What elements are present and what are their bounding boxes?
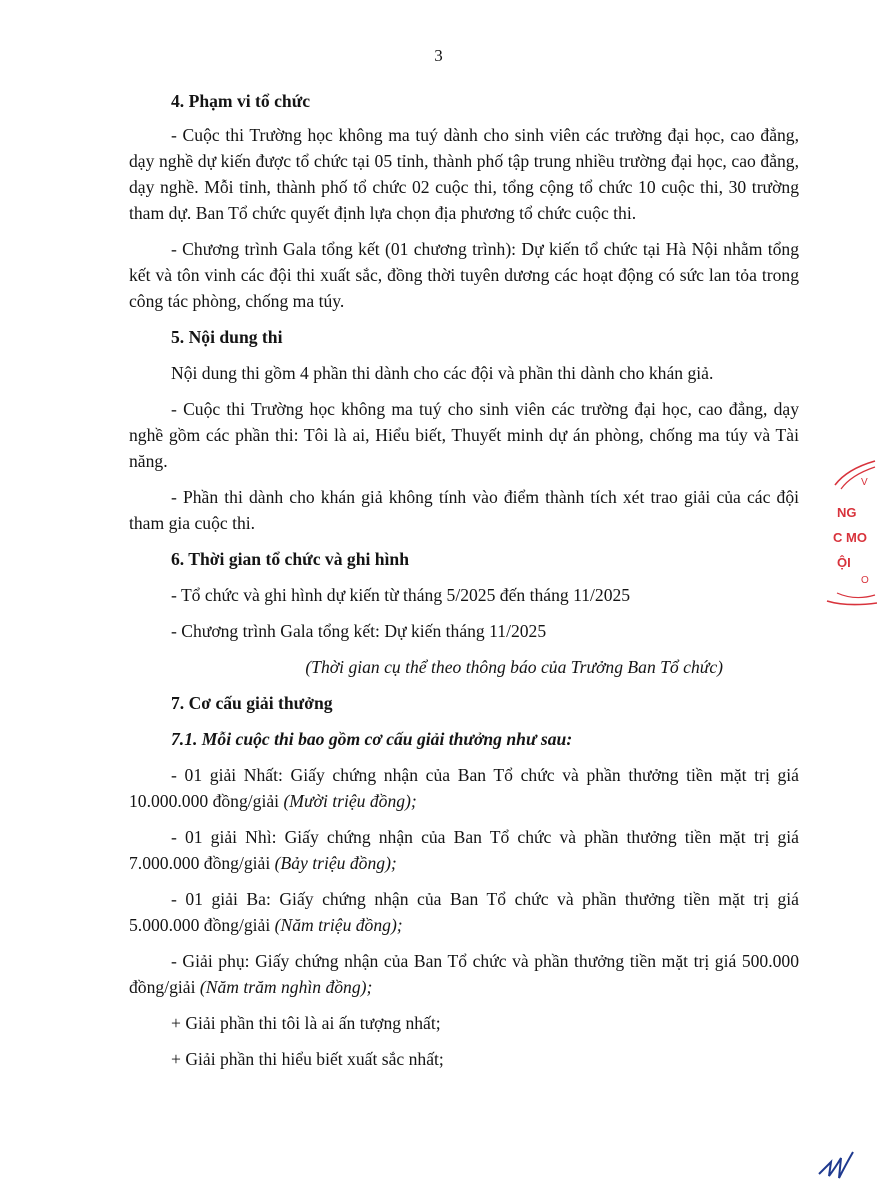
sub-prize-item: + Giải phần thi hiểu biết xuất sắc nhất; (171, 1049, 444, 1069)
prize-paragraph (129, 762, 799, 814)
paragraph: - Cuộc thi Trường học không ma tuý dành cho sinh viên các trường đại học, cao đẳng, dạy nghề dự kiến được tổ chức tại 05 tỉnh, thành phố tập trung nhiều trường đại học, cao đẳng, dạy nghề. Mỗi tỉnh, thành phố tổ chức 02 cuộc thi, tổng cộng tổ chức 10 cuộc thi, 30 trường tham dự. Ban Tổ chức quyết định lựa chọn địa phương tổ chức cuộc thi. (129, 125, 799, 223)
prize-amount-words: (Bảy triệu đồng); (274, 853, 397, 873)
prize-amount-words: (Năm triệu đồng); (274, 915, 403, 935)
section-heading: 4. Phạm vi tổ chức (171, 91, 311, 111)
section-heading: 7. Cơ cấu giải thưởng (171, 693, 333, 713)
paragraph: - Tổ chức và ghi hình dự kiến từ tháng 5/2025 đến tháng 11/2025 (171, 585, 631, 605)
prize-text: - 01 giải Nhất: Giấy chứng nhận của Ban Tổ chức và phần thưởng tiền mặt trị giá 10.000.000 đồng/giải (129, 765, 799, 811)
prize-text: - Giải phụ: Giấy chứng nhận của Ban Tổ chức và phần thưởng tiền mặt trị giá 500.000 đồng/giải (129, 951, 799, 997)
sub-prize-item: + Giải phần thi tôi là ai ấn tượng nhất; (171, 1013, 441, 1033)
section-heading: 5. Nội dung thi (171, 327, 283, 347)
prize-amount-words: (Mười triệu đồng); (283, 791, 417, 811)
section-heading: 6. Thời gian tổ chức và ghi hình (171, 549, 410, 569)
svg-text:NG: NG (837, 505, 857, 520)
paragraph: Nội dung thi gồm 4 phần thi dành cho các đội và phần thi dành cho khán giả. (171, 363, 714, 383)
svg-text:O: O (861, 575, 869, 586)
signature-mark (817, 1148, 857, 1188)
prize-amount-words: (Năm trăm nghìn đồng); (199, 977, 373, 997)
paragraph: - Chương trình Gala tổng kết: Dự kiến tháng 11/2025 (171, 621, 547, 641)
red-stamp-fragment (817, 455, 877, 615)
svg-text:ỘI: ỘI (837, 555, 851, 570)
prize-paragraph (129, 886, 799, 938)
prize-text: - 01 giải Ba: Giấy chứng nhận của Ban Tổ chức và phần thưởng tiền mặt trị giá 5.000.000 đồng/giải (129, 889, 799, 935)
paragraph: - Phần thi dành cho khán giả không tính vào điểm thành tích xét trao giải của các đội tham gia cuộc thi. (129, 487, 799, 533)
page-number: 3 (434, 46, 443, 65)
prize-paragraph (129, 824, 799, 876)
prize-text: - 01 giải Nhì: Giấy chứng nhận của Ban Tổ chức và phần thưởng tiền mặt trị giá 7.000.000 đồng/giải (129, 827, 799, 873)
prize-paragraph (129, 948, 799, 1000)
section-heading: 7.1. Mỗi cuộc thi bao gồm cơ cấu giải thưởng như sau: (171, 729, 573, 749)
svg-text:V: V (861, 477, 868, 488)
paragraph: - Chương trình Gala tổng kết (01 chương trình): Dự kiến tổ chức tại Hà Nội nhằm tổng kết và tôn vinh các đội thi xuất sắc, đồng thời tuyên dương các hoạt động có sức lan tỏa trong công tác phòng, chống ma túy. (129, 239, 799, 311)
paragraph: (Thời gian cụ thể theo thông báo của Trưởng Ban Tổ chức) (305, 657, 723, 677)
document-body (129, 88, 799, 1072)
paragraph: - Cuộc thi Trường học không ma tuý cho sinh viên các trường đại học, cao đẳng, dạy nghề gồm các phần thi: Tôi là ai, Hiểu biết, Thuyết minh dự án phòng, chống ma túy và Tài năng. (129, 399, 799, 471)
svg-text:C MO: C MO (833, 530, 867, 545)
